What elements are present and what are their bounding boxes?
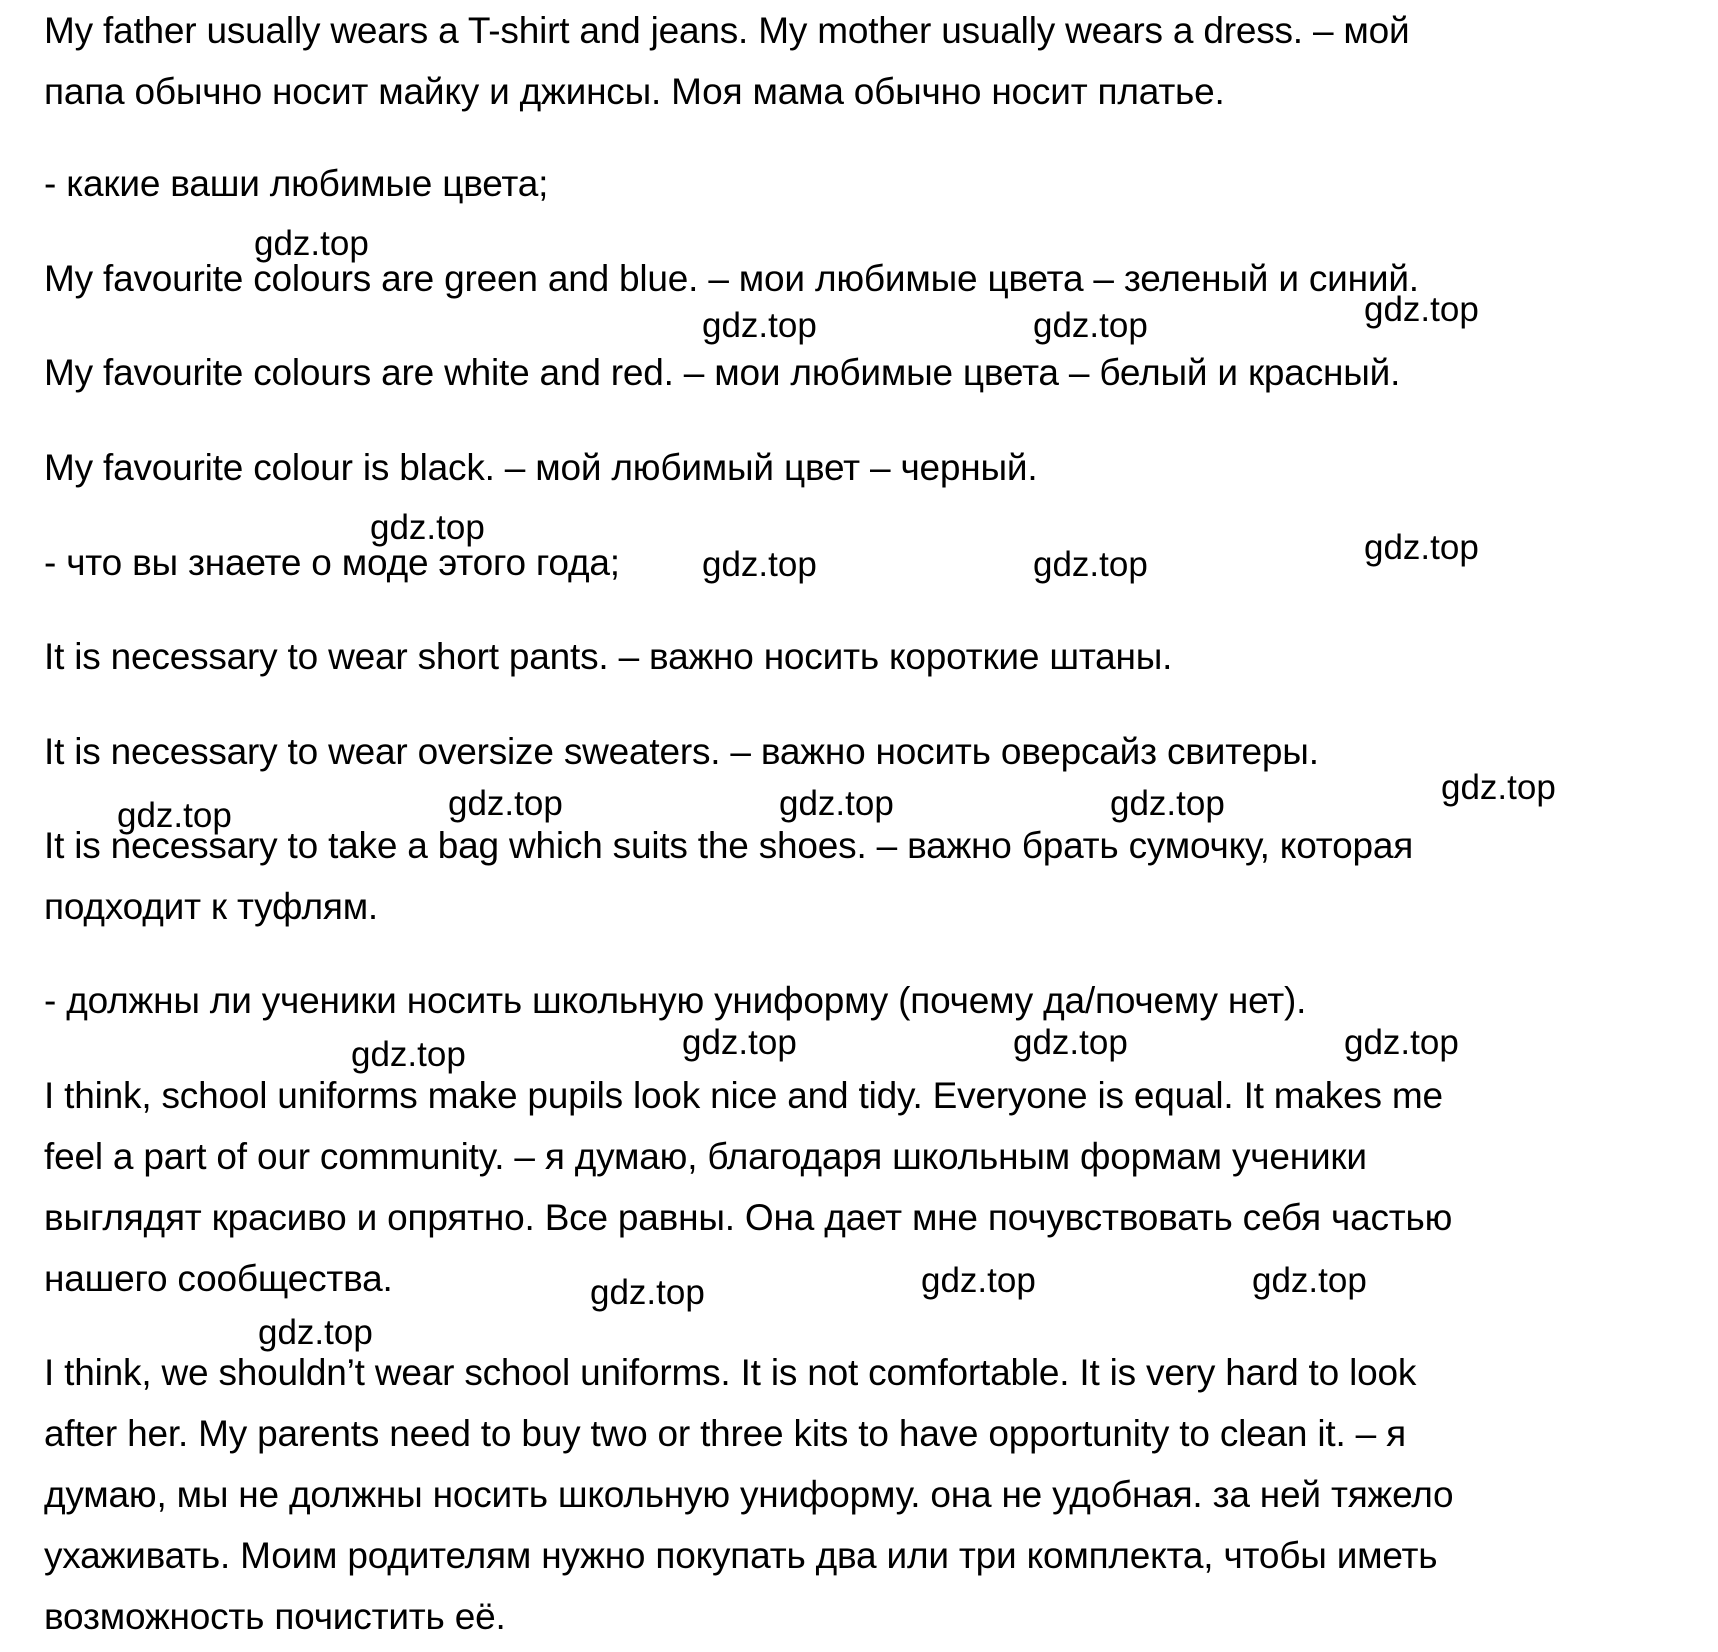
text-line: It is necessary to wear short pants. – важно носить короткие штаны. xyxy=(44,636,1173,677)
watermark-text: gdz.top xyxy=(351,1035,466,1074)
paragraph-uniform-pro xyxy=(44,1065,1684,1309)
watermark-text: gdz.top xyxy=(1033,306,1148,345)
watermark-text: gdz.top xyxy=(1364,528,1479,567)
watermark-text: gdz.top xyxy=(921,1261,1036,1300)
text-line: выглядят красиво и опрятно. Все равны. Она дает мне почувствовать себя частью xyxy=(44,1197,1453,1238)
text-line: feel a part of our community. – я думаю, благодаря школьным формам ученики xyxy=(44,1136,1367,1177)
watermark-text: gdz.top xyxy=(590,1273,705,1312)
text-line: - какие ваши любимые цвета; xyxy=(44,163,549,204)
watermark-text: gdz.top xyxy=(1033,545,1148,584)
watermark-text: gdz.top xyxy=(117,796,232,835)
watermark-text: gdz.top xyxy=(779,784,894,823)
question-school-uniform xyxy=(44,970,1684,1031)
paragraph-white-red xyxy=(44,342,1684,403)
text-line: I think, school uniforms make pupils look nice and tidy. Everyone is equal. It makes me xyxy=(44,1075,1443,1116)
text-line: It is necessary to wear oversize sweaters. – важно носить оверсайз свитеры. xyxy=(44,731,1319,772)
paragraph-father-mother xyxy=(44,0,1684,122)
text-line: подходит к туфлям. xyxy=(44,886,379,927)
text-line: My favourite colours are white and red. – мои любимые цвета – белый и красный. xyxy=(44,352,1401,393)
text-line: My favourite colours are green and blue. – мои любимые цвета – зеленый и синий. xyxy=(44,258,1419,299)
watermark-text: gdz.top xyxy=(682,1023,797,1062)
text-line: - должны ли ученики носить школьную униформу (почему да/почему нет). xyxy=(44,980,1307,1021)
text-line: My favourite colour is black. – мой любимый цвет – черный. xyxy=(44,447,1038,488)
watermark-text: gdz.top xyxy=(1110,784,1225,823)
text-line: It is necessary to take a bag which suits the shoes. – важно брать сумочку, которая xyxy=(44,825,1414,866)
question-favourite-colours xyxy=(44,153,1684,214)
watermark-text: gdz.top xyxy=(254,224,369,263)
text-line: My father usually wears a T-shirt and jeans. My mother usually wears a dress. – мой xyxy=(44,10,1410,51)
text-line: думаю, мы не должны носить школьную униформу. она не удобная. за ней тяжело xyxy=(44,1474,1454,1515)
text-line: возможность почистить её. xyxy=(44,1596,506,1637)
text-line: I think, we shouldn’t wear school uniforms. It is not comfortable. It is very hard to look xyxy=(44,1352,1417,1393)
text-line: ухаживать. Моим родителям нужно покупать два или три комплекта, чтобы иметь xyxy=(44,1535,1438,1576)
watermark-text: gdz.top xyxy=(1364,290,1479,329)
paragraph-oversize-sweaters xyxy=(44,721,1684,782)
paragraph-black xyxy=(44,437,1684,498)
watermark-text: gdz.top xyxy=(1252,1261,1367,1300)
watermark-text: gdz.top xyxy=(370,508,485,547)
watermark-text: gdz.top xyxy=(448,784,563,823)
paragraph-bag-shoes xyxy=(44,815,1684,937)
watermark-text: gdz.top xyxy=(702,545,817,584)
text-line: after her. My parents need to buy two or three kits to have opportunity to clean it. – я xyxy=(44,1413,1406,1454)
text-line: папа обычно носит майку и джинсы. Моя мама обычно носит платье. xyxy=(44,71,1225,112)
watermark-text: gdz.top xyxy=(1344,1023,1459,1062)
paragraph-short-pants xyxy=(44,626,1684,687)
text-line: нашего сообщества. xyxy=(44,1258,393,1299)
watermark-text: gdz.top xyxy=(702,306,817,345)
watermark-text: gdz.top xyxy=(1441,768,1556,807)
watermark-text: gdz.top xyxy=(1013,1023,1128,1062)
watermark-text: gdz.top xyxy=(258,1313,373,1352)
text-line: - что вы знаете о моде этого года; xyxy=(44,542,620,583)
paragraph-uniform-con xyxy=(44,1342,1684,1647)
